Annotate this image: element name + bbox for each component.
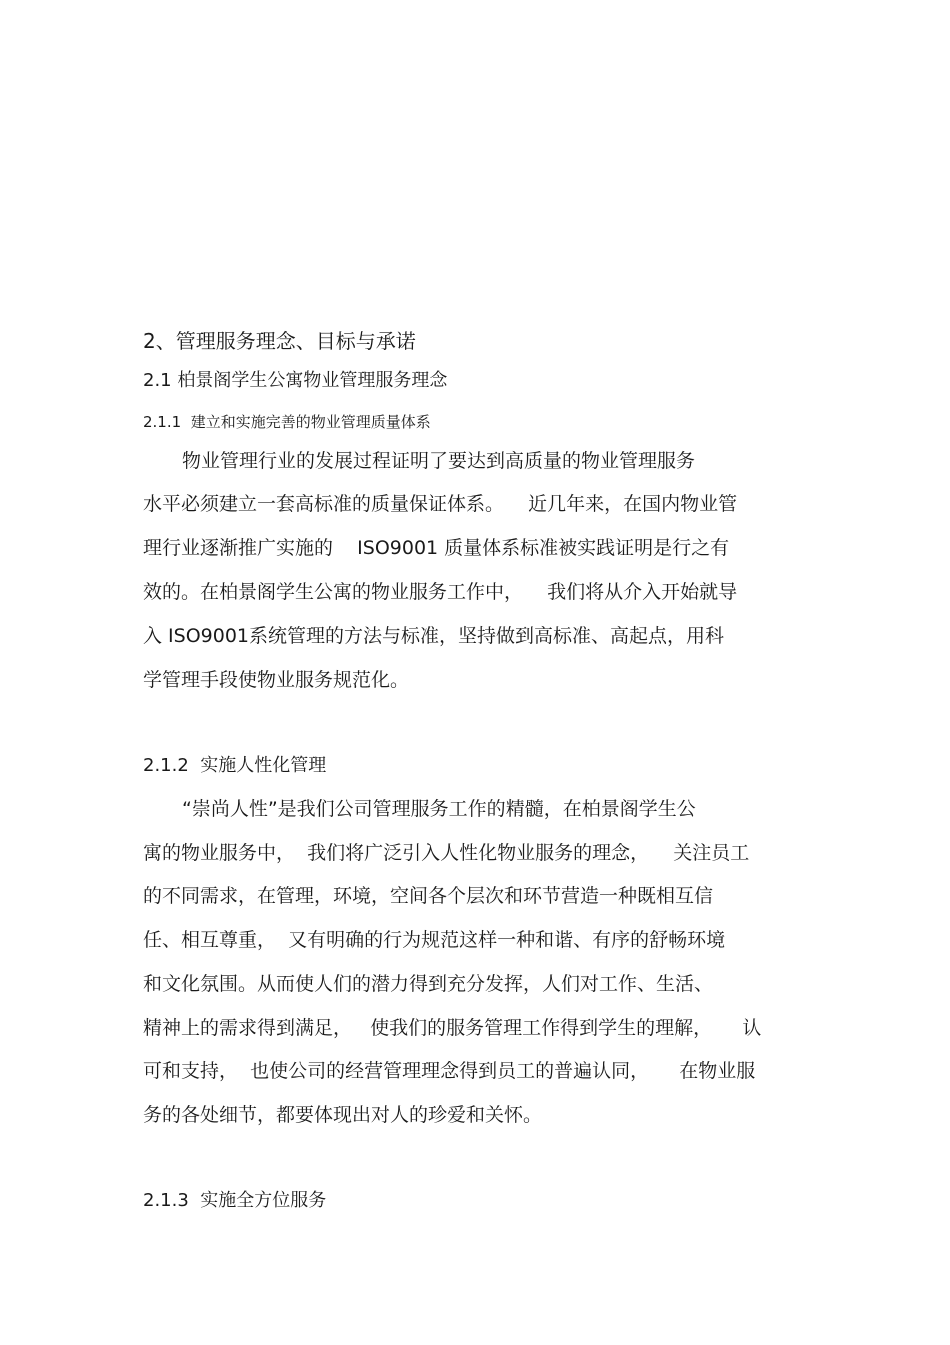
section-heading-2-1-1: 2.1.1 建立和实施完善的物业管理质量体系 xyxy=(143,413,431,431)
paragraph-line: 精神上的需求得到满足， 使我们的服务管理工作得到学生的理解， 认 xyxy=(143,1017,762,1039)
paragraph-line: 务的各处细节，都要体现出对人的珍爱和关怀。 xyxy=(143,1104,543,1126)
section-heading-2-1: 2.1 柏景阁学生公寓物业管理服务理念 xyxy=(143,370,448,391)
section-heading-2-1-3: 2.1.3 实施全方位服务 xyxy=(143,1190,327,1211)
paragraph-line: 和文化氛围。从而使人们的潜力得到充分发挥，人们对工作、生活、 xyxy=(143,973,714,995)
paragraph-line: 可和支持， 也使公司的经营管理理念得到员工的普遍认同， 在物业服 xyxy=(143,1060,756,1082)
paragraph-line: 学管理手段使物业服务规范化。 xyxy=(143,669,410,691)
paragraph-line: 任、相互尊重， 又有明确的行为规范这样一种和谐、有序的舒畅环境 xyxy=(143,929,726,951)
section-heading-2: 2、管理服务理念、目标与承诺 xyxy=(143,329,416,353)
paragraph-line: 水平必须建立一套高标准的质量保证体系。 近几年来，在国内物业管 xyxy=(143,493,738,515)
paragraph-line: “崇尚人性”是我们公司管理服务工作的精髓，在柏景阁学生公 xyxy=(182,798,696,820)
paragraph-line: 入 ISO9001系统管理的方法与标准，坚持做到高标准、高起点，用科 xyxy=(143,625,725,647)
paragraph-line: 理行业逐渐推广实施的 ISO9001 质量体系标准被实践证明是行之有 xyxy=(143,537,730,559)
paragraph-line: 物业管理行业的发展过程证明了要达到高质量的物业管理服务 xyxy=(182,450,696,472)
paragraph-line: 的不同需求，在管理，环境，空间各个层次和环节营造一种既相互信 xyxy=(143,885,714,907)
paragraph-line: 寓的物业服务中， 我们将广泛引入人性化物业服务的理念， 关注员工 xyxy=(143,842,750,864)
section-heading-2-1-2: 2.1.2 实施人性化管理 xyxy=(143,755,327,776)
paragraph-line: 效的。在柏景阁学生公寓的物业服务工作中， 我们将从介入开始就导 xyxy=(143,581,738,603)
